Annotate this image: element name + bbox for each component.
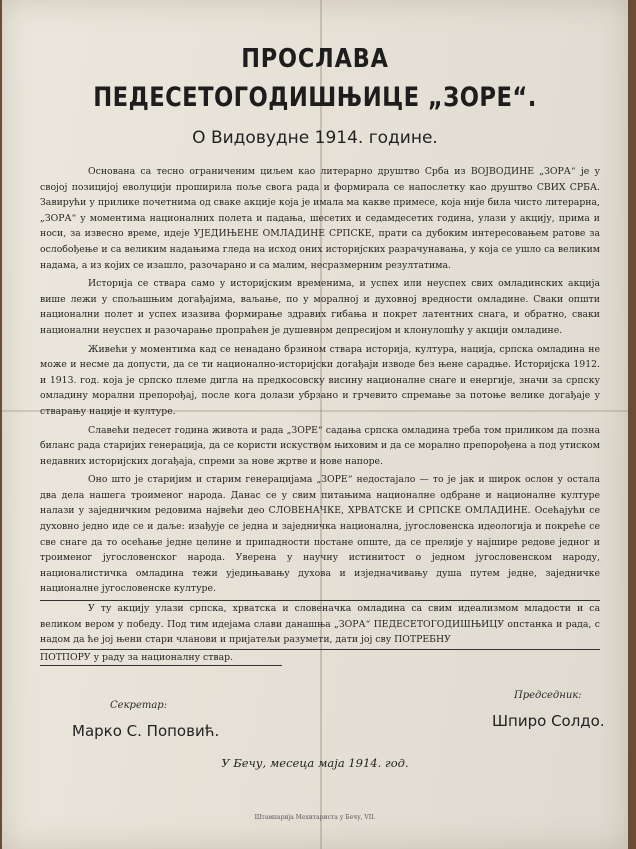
poster-subtitle: О Видовудне 1914. године. xyxy=(192,128,438,148)
poster-title-line1: ПРОСЛАВА xyxy=(241,44,389,74)
president-name: Шпиро Солдо. xyxy=(492,712,605,730)
highlighted-paragraph: У ту акцију улази српска, хрватска и словеначка омладина са свим идеализмом младости и са великом вером у победу. Под тим идејама слави данашња „ЗОРА“ ПЕДЕСЕТОГОДИШЊИЦУ опстанка и рада, с надом да ће јој њени стари чланови и пријатељи разумети, дати јој сву ПОТРЕБНУ xyxy=(40,600,600,650)
president-label: Председник: xyxy=(514,690,582,701)
paragraph: Живећи у моментима кад се ненадано брзином ствара историја, култура, нација, српска омладина не може и несме да допусти, да се ти национално-историјски догађаји изводе без њене сарадње. Историјска 1912. и 1913. год. која је српско племе дигла на предкосовску висину националне снаге и енергије, значи за српску омладину морални препорођај, после кога долази убрзано и грчевито спремање за потоње велике догађаје у стварању нације и културе. xyxy=(40,343,600,417)
poster-sheet xyxy=(2,0,628,849)
secretary-label: Секретар: xyxy=(110,700,168,711)
proclamation-body xyxy=(40,164,600,666)
paragraph: Основана са тесно ограниченим циљем као литерарно друштво Срба из ВОЈВОДИНЕ „ЗОРА“ је у својој позицијој еволуцији проширила поље свога рада и формирала се напослетку као друштво СВИХ СРБА. Завирући у прилике почетнима од сваке акције која је имала ма какве примесе, која није била чисто литерарна, „ЗОРА“ у моментима националних полета и падања, шесетих и седамдесетих година, улази у акцију, прима и носи, за извесно време, идеје УЈЕДИЊЕНЕ ОМЛАДИНЕ СРПСКЕ, прати са дубоким интересовањем ратове за ослобођење и са великим надањима гледа на исход оних историјских разрачунавања, у која се ушло са великим надама, а из којих се изашло, разочарано и са малим, несразмерним резултатима. xyxy=(40,166,600,271)
paragraph: Славећи педесет година живота и рада „ЗОРЕ“ садања српска омладина треба том приликом да позна биланс рада старијих генерација, да се користи искуством њиховим и да се морално препорођена а под утиском недавних историјских догађаја, спреми за нове жртве и нове напоре. xyxy=(40,424,600,467)
paragraph: Историја се ствара само у историјским временима, и успех или неуспех свих омладинских акција више лежи у спољашњим догађајима, ваљање, по у моралној и духовној вредности омладине. Сваки општи национални полет и успех изазива формирање здравих гибања и покрет латентних снага, и обратно, сваки национални неуспех и разочарање пропраћен је душевном депресијом и клонулошћу у акцији омладине. xyxy=(40,278,600,336)
printer-imprint: Штампарија Мехитариста у Бечу, VII. xyxy=(254,814,376,821)
poster-title-line2: ПЕДЕСЕТОГОДИШЊИЦЕ „ЗОРЕ“. xyxy=(93,82,537,113)
place-and-date: У Бечу, месеца маја 1914. год. xyxy=(221,756,409,770)
closing-line: ПОТПОРУ у раду за националну ствар. xyxy=(40,650,282,667)
secretary-name: Марко С. Поповић. xyxy=(72,722,220,740)
paragraph: Оно што је старијим и старим генерацијама „ЗОРЕ“ недостајало — то је јак и широк ослон у осталa два дела нашега троименог народа. Данас се у свим питањима националне одбране и националне културе налази у заједничким редовима највећи део СЛОВЕНАЧКЕ, ХРВАТСКЕ И СРПСКЕ ОМЛАДИНЕ. Осећајући се духовно једно иде се и даље: изађује се једна и заједничка национална, југословенска идеологија и покреће се све снаге да то осећање једне целине и припадности постане опште, да се прелије у најшире редове једног и троименог југословенског народа. Уверена у научну истинитост о једном југословенском народу, националистичка омладина тежи уједињавању духова и изједначивању душа путем једне, заједничке националне југословенске културе. xyxy=(40,474,600,595)
